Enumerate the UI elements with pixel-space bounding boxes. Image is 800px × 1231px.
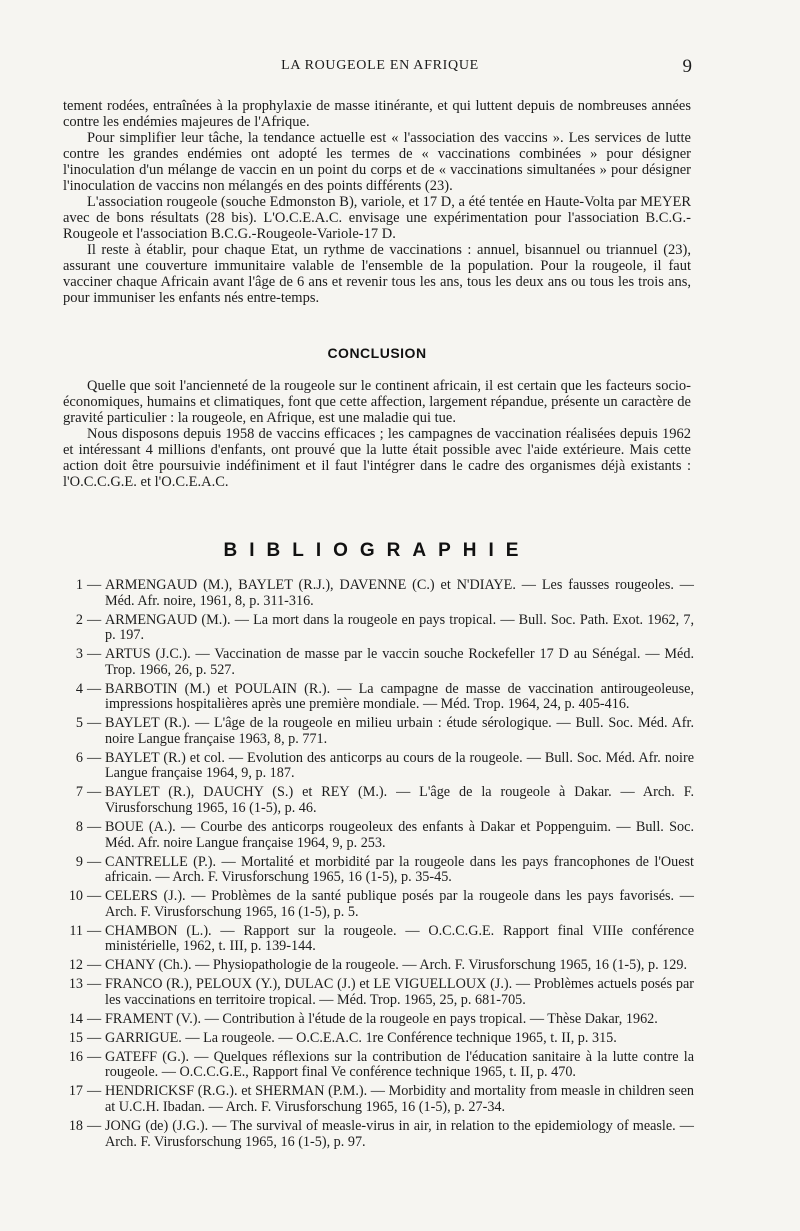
reference-number: 1 (75, 577, 83, 593)
paragraph: Il reste à établir, pour chaque Etat, un rythme de vaccinations : annuel, bisannuel ou triannuel (23), assurant une couverture immunitaire valable de l'ensemble de la population. Pour la rougeole, il faut vacciner chaque Africain avant l'âge de 6 ans et revenir tous les ans, tous les deux ans ou tous les trois ans, pour immuniser les enfants nés entre-temps. (63, 242, 691, 306)
reference-text: CANTRELLE (P.). — Mortalité et morbidité par la rougeole dans les pays francophones de l'Ouest africain. — Arch. F. Virusforschung 1965, 16 (1-5), p. 35-45. (105, 853, 694, 886)
reference-number: 3 (75, 646, 83, 663)
intro-section (63, 98, 691, 306)
reference-number: 4 (75, 680, 83, 697)
reference-number: 5 (75, 715, 83, 732)
reference-item (63, 1031, 694, 1047)
reference-dash: — (87, 976, 102, 993)
paragraph: Pour simplifier leur tâche, la tendance actuelle est « l'association des vaccins ». Les services de lutte contre les grandes endémies ont adopté les termes de « vaccinations combinées » pour désigner l'inoculation d'un mélange de vaccin en un point du corps et de « vaccinations simultanées » pour désigner l'inoculation de vaccins non mélangés en des points différents (23). (63, 130, 691, 194)
reference-item (63, 1012, 694, 1028)
reference-number: 10 (68, 888, 83, 905)
reference-text: BAYLET (R.). — L'âge de la rougeole en milieu urbain : étude sérologique. — Bull. Soc. Méd. Afr. noire Langue française 1963, 8, p. 771. (105, 715, 694, 747)
paragraph: Quelle que soit l'ancienneté de la rougeole sur le continent africain, il est certain que les facteurs socio-économiques, humains et climatiques, font que cette affection, largement répandue, présente un caractère de gravité particulier : la rougeole, en Afrique, est une maladie qui tue. (63, 378, 691, 426)
reference-item (63, 751, 694, 782)
reference-item (63, 924, 694, 955)
reference-item (63, 855, 694, 886)
reference-number: 12 (68, 957, 83, 974)
reference-number: 8 (75, 819, 83, 836)
page-header (0, 58, 800, 82)
reference-dash: — (87, 957, 102, 974)
reference-number: 18 (68, 1118, 83, 1135)
reference-text: HENDRICKSF (R.G.). et SHERMAN (P.M.). — Morbidity and mortality from measle in children seen at U.C.H. Ibadan. — Arch. F. Virusforschung 1965, 16 (1-5), p. 27-34. (105, 1083, 694, 1116)
reference-number: 15 (68, 1029, 83, 1046)
reference-dash: — (87, 819, 102, 836)
reference-dash: — (87, 1029, 102, 1046)
reference-item (63, 716, 694, 747)
paragraph: Nous disposons depuis 1958 de vaccins efficaces ; les campagnes de vaccination réalisées depuis 1962 et intéressant 4 millions d'enfants, ont prouvé que la lutte était possible avec l'aide extérieure. Mais cette action doit être poursuivie indéfiniment et il faut l'intégrer dans le cadre des organismes déjà existants : l'O.C.C.G.E. et l'O.C.E.A.C. (63, 426, 691, 490)
reference-number: 14 (68, 1010, 83, 1027)
reference-text: FRANCO (R.), PELOUX (Y.), DULAC (J.) et LE VIGUELLOUX (J.). — Problèmes actuels posés par les vaccinations en territoire tropical. — Méd. Trop. 1965, 25, p. 681-705. (105, 976, 694, 1008)
bibliography-heading: BIBLIOGRAPHIE (223, 540, 531, 561)
page-number: 9 (682, 56, 692, 77)
reference-text: BAYLET (R.) et col. — Evolution des anticorps au cours de la rougeole. — Bull. Soc. Méd. Afr. noire Langue française 1964, 9, p. 187. (105, 749, 694, 782)
reference-item (63, 613, 694, 644)
reference-item (63, 578, 694, 609)
reference-dash: — (87, 853, 102, 870)
reference-text: ARMENGAUD (M.), BAYLET (R.J.), DAVENNE (C.) et N'DIAYE. — Les fausses rougeoles. — Méd. Afr. noire, 1961, 8, p. 311-316. (105, 577, 694, 609)
paragraph: L'association rougeole (souche Edmonston B), variole, et 17 D, a été tentée en Haute-Volta par MEYER avec de bons résultats (28 bis). L'O.C.E.A.C. envisage une expérimentation pour l'association B.C.G.-Rougeole et l'association B.C.G.-Rougeole-Variole-17 D. (63, 194, 691, 242)
reference-item (63, 785, 694, 816)
reference-number: 2 (75, 611, 83, 628)
reference-text: BAYLET (R.), DAUCHY (S.) et REY (M.). — L'âge de la rougeole à Dakar. — Arch. F. Virusforschung 1965, 16 (1-5), p. 46. (105, 784, 694, 817)
reference-dash: — (87, 1010, 102, 1027)
reference-item (63, 958, 694, 974)
reference-text: CHAMBON (L.). — Rapport sur la rougeole. — O.C.C.G.E. Rapport final VIIIe conférence ministérielle, 1962, t. III, p. 139-144. (105, 922, 694, 955)
reference-dash: — (87, 749, 102, 766)
reference-dash: — (87, 646, 102, 663)
reference-item (63, 820, 694, 851)
reference-text: GATEFF (G.). — Quelques réflexions sur la contribution de l'éducation sanitaire à la lutte contre la rougeole. — O.C.C.G.E., Rapport final Ve conférence technique 1965, t. II, p. 470. (105, 1048, 694, 1081)
bibliography-list (63, 578, 694, 1154)
conclusion-heading: CONCLUSION (327, 345, 427, 361)
reference-number: 9 (75, 853, 83, 870)
reference-number: 17 (68, 1083, 83, 1100)
reference-dash: — (87, 888, 102, 905)
reference-number: 7 (75, 784, 83, 801)
reference-number: 6 (75, 749, 83, 766)
reference-number: 16 (68, 1048, 83, 1065)
running-title: LA ROUGEOLE EN AFRIQUE (281, 58, 479, 73)
reference-dash: — (87, 1118, 102, 1135)
reference-text: GARRIGUE. — La rougeole. — O.C.E.A.C. 1re Conférence technique 1965, t. II, p. 315. (105, 1029, 617, 1046)
paragraph: tement rodées, entraînées à la prophylaxie de masse itinérante, et qui luttent depuis de nombreuses années contre les endémies majeures de l'Afrique. (63, 98, 691, 130)
reference-number: 13 (68, 976, 83, 993)
reference-text: CHANY (Ch.). — Physiopathologie de la rougeole. — Arch. F. Virusforschung 1965, 16 (1-5), p. 129. (105, 957, 687, 974)
conclusion-section (63, 378, 691, 490)
reference-item (63, 1050, 694, 1081)
reference-dash: — (87, 1048, 102, 1065)
reference-number: 11 (69, 922, 83, 939)
reference-item (63, 977, 694, 1008)
reference-dash: — (87, 1083, 102, 1100)
reference-text: BARBOTIN (M.) et POULAIN (R.). — La campagne de masse de vaccination antirougeoleuse, impressions hospitalières après une première mondiale. — Méd. Trop. 1964, 24, p. 405-416. (105, 680, 694, 713)
reference-item (63, 1119, 694, 1150)
reference-dash: — (87, 715, 102, 732)
reference-text: ARTUS (J.C.). — Vaccination de masse par le vaccin souche Rockefeller 17 D au Sénégal. — Méd. Trop. 1966, 26, p. 527. (105, 646, 694, 678)
reference-text: BOUE (A.). — Courbe des anticorps rougeoleux des enfants à Dakar et Poppenguim. — Bull. Soc. Méd. Afr. noire Langue française 1964, 9, p. 253. (105, 819, 694, 851)
reference-dash: — (87, 922, 102, 939)
reference-dash: — (87, 577, 102, 593)
reference-text: JONG (de) (J.G.). — The survival of measle-virus in air, in relation to the epidemiology of measle. — Arch. F. Virusforschung 1965, 16 (1-5), p. 97. (105, 1118, 694, 1150)
reference-item (63, 889, 694, 920)
reference-dash: — (87, 784, 102, 801)
reference-dash: — (87, 611, 102, 628)
reference-item (63, 1084, 694, 1115)
reference-dash: — (87, 680, 102, 697)
reference-item (63, 647, 694, 678)
reference-item (63, 682, 694, 713)
reference-text: FRAMENT (V.). — Contribution à l'étude de la rougeole en pays tropical. — Thèse Dakar, 1962. (105, 1010, 658, 1027)
reference-text: ARMENGAUD (M.). — La mort dans la rougeole en pays tropical. — Bull. Soc. Path. Exot. 1962, 7, p. 197. (105, 611, 694, 644)
reference-text: CELERS (J.). — Problèmes de la santé publique posés par la rougeole dans les pays favorisés. — Arch. F. Virusforschung 1965, 16 (1-5), p. 5. (105, 888, 694, 920)
